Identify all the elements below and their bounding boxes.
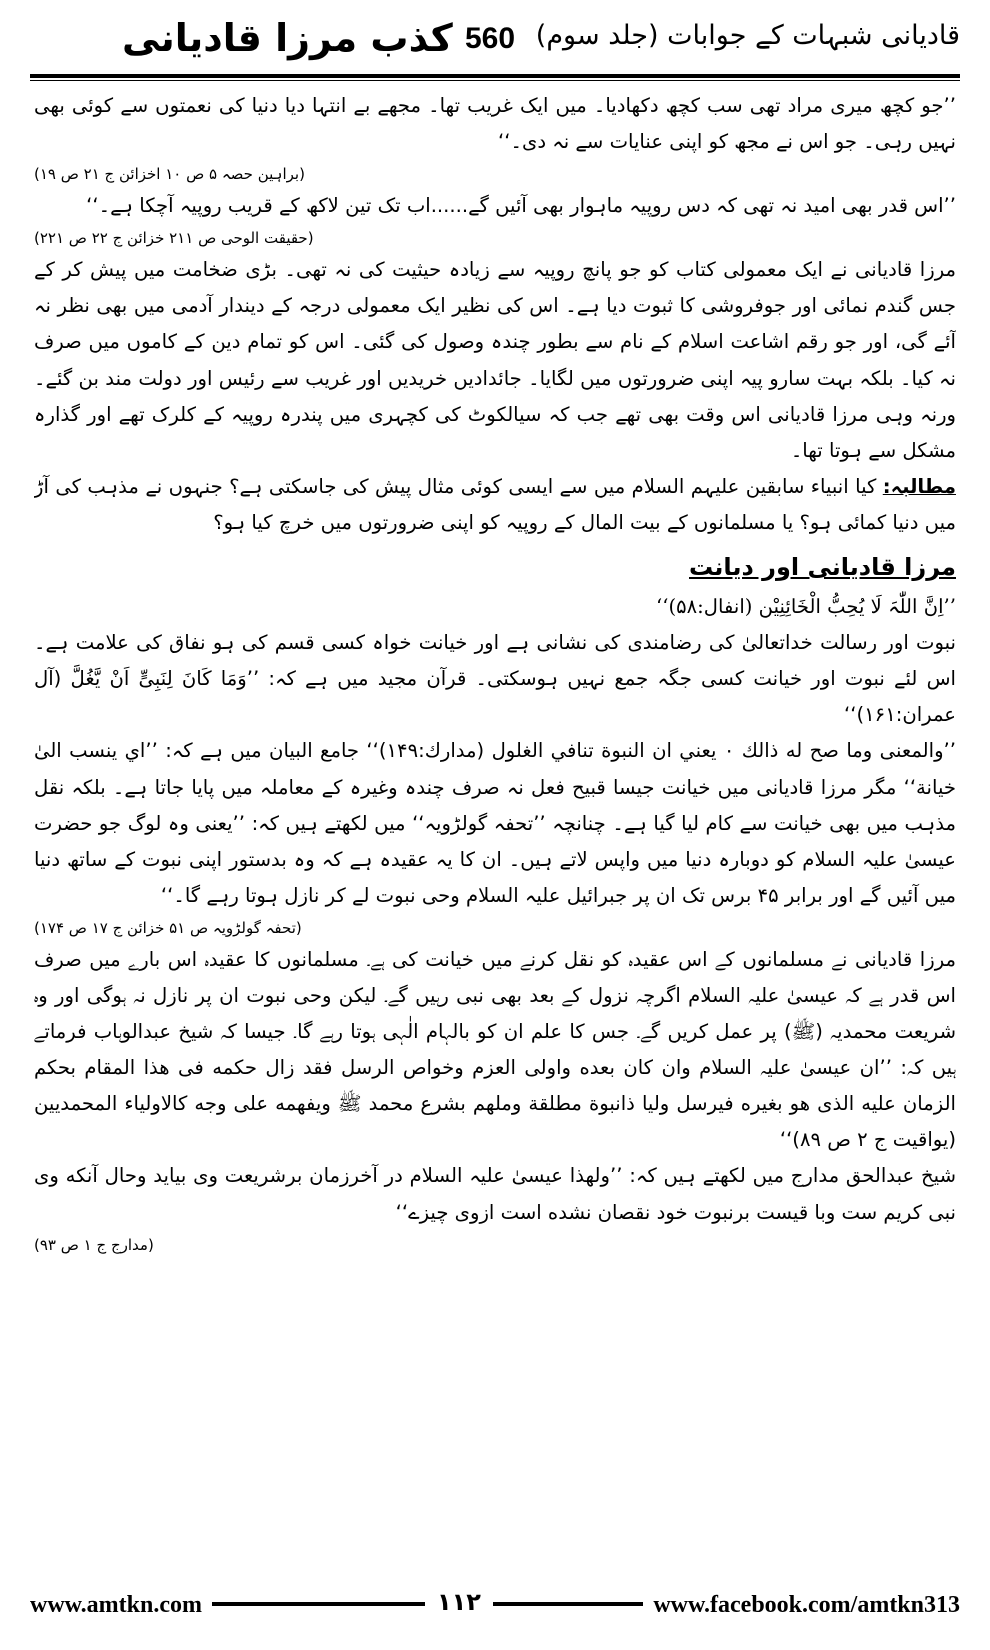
- page-body: [34, 88, 956, 1558]
- body-paragraph-6: مرزا قادیانی نے مسلمانوں کے اس عقیدہ کو نقل کرنے میں خیانت کی ہے۔ مسلمانوں کا عقیدہ اس بارے میں صرف اس قدر ہے کہ عیسیٰ علیہ السلام اگرچہ نزول کے بعد بھی نبی رہیں گے۔ لیکن وحی نبوت ان پر نازل نہ ہوگی اور وہ شریعت محمدیہ (ﷺ) پر عمل کریں گے۔ جس کا علم ان کو بالہام الٰہی ہوتا رہے گا۔ جیسا کہ شیخ عبدالوہاب فرماتے ہیں کہ: ’’ان عیسیٰ علیہ السلام وان کان بعده واولی العزم وخواص الرسل فقد زال حکمه فی هذا المقام بحکم الزمان علیه الذی هو بغیره فیرسل ولیا ذانبوة مطلقة وملهم بشرع محمد ﷺ ویفهمه علی وجه کالاولیاء المحمدیین (یواقیت ج ۲ ص ۸۹)‘‘: [34, 947, 956, 1152]
- header-rule-thin: [30, 80, 960, 81]
- reference-4: (مدارج ج ۱ ص ۹۳): [34, 1235, 154, 1254]
- demand-paragraph: [34, 469, 956, 541]
- page-footer: [30, 1588, 960, 1632]
- body-paragraph-3: مرزا قادیانی نے ایک معمولی کتاب کو جو پانچ روپیہ سے زیادہ حیثیت کی نہ تھی۔ بڑی ضخامت میں پیش کر کے جس گندم نمائی اور جوفروشی کا ثبوت دیا ہے۔ اس کی نظیر ایک معمولی درجہ کے دیندار آدمی میں بھی نظر نہ آئے گی، اور جو رقم اشاعت اسلام کے نام سے بطور چندہ وصول کی گئی۔ اس کو تمام دین کے کاموں میں صرف نہ کیا۔ بلکہ بہت سارو پیہ اپنی ضرورتوں میں لگایا۔ جائدادیں خریدیں اور غریب سے رئیس اور دولت مند بن گئے۔ ورنہ وہی مرزا قادیانی اس وقت بھی تھے جب کہ سیالکوٹ کی کچہری میں پندرہ روپیہ کے کلرک تھے اور گذارہ مشکل سے ہوتا تھا۔: [34, 258, 956, 462]
- header-rule: [30, 74, 960, 78]
- quote-paragraph-1: ’’جو کچھ میری مراد تھی سب کچھ دکھادیا۔ میں ایک غریب تھا۔ مجھے بے انتہا دیا دنیا کی نعمتوں سے کوئی بھی نہیں رہی۔ جو اس نے مجھ کو اپنی عنایات سے نہ دی۔‘‘: [34, 94, 956, 154]
- body-paragraph-7: شیخ عبدالحق مدارج میں لکھتے ہیں کہ: ’’ولهذا عیسیٰ علیہ السلام در آخرزمان برشریعت وی بیاید وحال آنکه وی نبی کریم ست وبا قیست برنبوت خود نقصان نشده است ازوی چیزے‘‘: [34, 1164, 956, 1224]
- body-paragraph-5: ’’والمعنی وما صح له ذالك ۰ یعني ان النبوة تنافي الغلول (مدارك:۱۴۹)‘‘ جامع البیان میں ہے کہ: ’’اي ینسب الیٰ خیانة‘‘ مگر مرزا قادیانی میں خیانت جیسا قبیح فعل نہ صرف چندہ وغیرہ کے معاملہ میں پایا جاتا ہے۔ بلکہ نقل مذہب میں بھی خیانت سے کام لیا گیا ہے۔ چنانچہ ’’تحفہ گولڑویہ‘‘ میں لکھتے ہیں کہ: ’’یعنی وہ لوگ جو حضرت عیسیٰ علیہ السلام کو دوبارہ دنیا میں واپس لاتے ہیں۔ ان کا یہ عقیدہ ہے کہ وہ بدستور اپنی نبوت کے ساتھ دنیا میں آئیں گے اور برابر ۴۵ برس تک ان پر جبرائیل علیہ السلام وحی نبوت لے کر نازل ہوتا رہے گا۔‘‘: [34, 739, 956, 907]
- verse-1: ’’اِنَّ اللّٰہَ لَا یُحِبُّ الْخَائِنِیْن (انفال:۵۸)‘‘: [656, 595, 956, 619]
- quote-paragraph-2: ’’اس قدر بھی امید نہ تھی کہ دس روپیہ ماہوار بھی آئیں گے......اب تک تین لاکھ کے قریب روپیہ آچکا ہے۔‘‘: [86, 194, 956, 218]
- facebook-link[interactable]: www.facebook.com/amtkn313: [643, 1592, 960, 1619]
- reference-1: (براہین حصہ ۵ ص ۱۰ اخزائن ج ۲۱ ص ۱۹): [34, 165, 305, 184]
- chapter-title: کذب مرزا قادیانی: [122, 16, 453, 60]
- footer-page-number: ۱۱۲: [425, 1588, 493, 1616]
- body-paragraph-4: نبوت اور رسالت خداتعالیٰ کی رضامندی کی نشانی ہے اور خیانت خواہ کسی قسم کی ہو نفاق کی علامت ہے۔ اس لئے نبوت اور خیانت کسی جگہ جمع نہیں ہوسکتی۔ قرآن مجید میں ہے کہ: ’’وَمَا کَانَ لِنَبِیٍّ اَنْ یَّغُلَّ (آل عمران:۱۶۱)‘‘: [34, 631, 956, 727]
- reference-3: (تحفہ گولڑویہ ص ۵۱ خزائن ج ۱۷ ص ۱۷۴): [34, 918, 302, 937]
- demand-label: مطالبہ:: [882, 474, 956, 498]
- book-title: قادیانی شبہات کے جوابات (جلد سوم): [535, 20, 960, 51]
- reference-2: (حقیقت الوحی ص ۲۱۱ خزائن ج ۲۲ ص ۲۲۱): [34, 229, 314, 248]
- website-link[interactable]: www.amtkn.com: [30, 1592, 212, 1619]
- page-header: [30, 14, 960, 78]
- section-heading: مرزا قادیانی اور دیانت: [689, 553, 956, 582]
- page-number: 560: [465, 22, 516, 55]
- demand-text: کیا انبیاء سابقین علیہم السلام میں سے ایسی کوئی مثال پیش کی جاسکتی ہے؟ جنہوں نے مذہب کی آڑ میں دنیا کمائی ہو؟ یا مسلمانوں کے بیت المال کے روپیہ کو اپنی ضرورتوں میں خرچ کیا ہو؟: [34, 474, 956, 534]
